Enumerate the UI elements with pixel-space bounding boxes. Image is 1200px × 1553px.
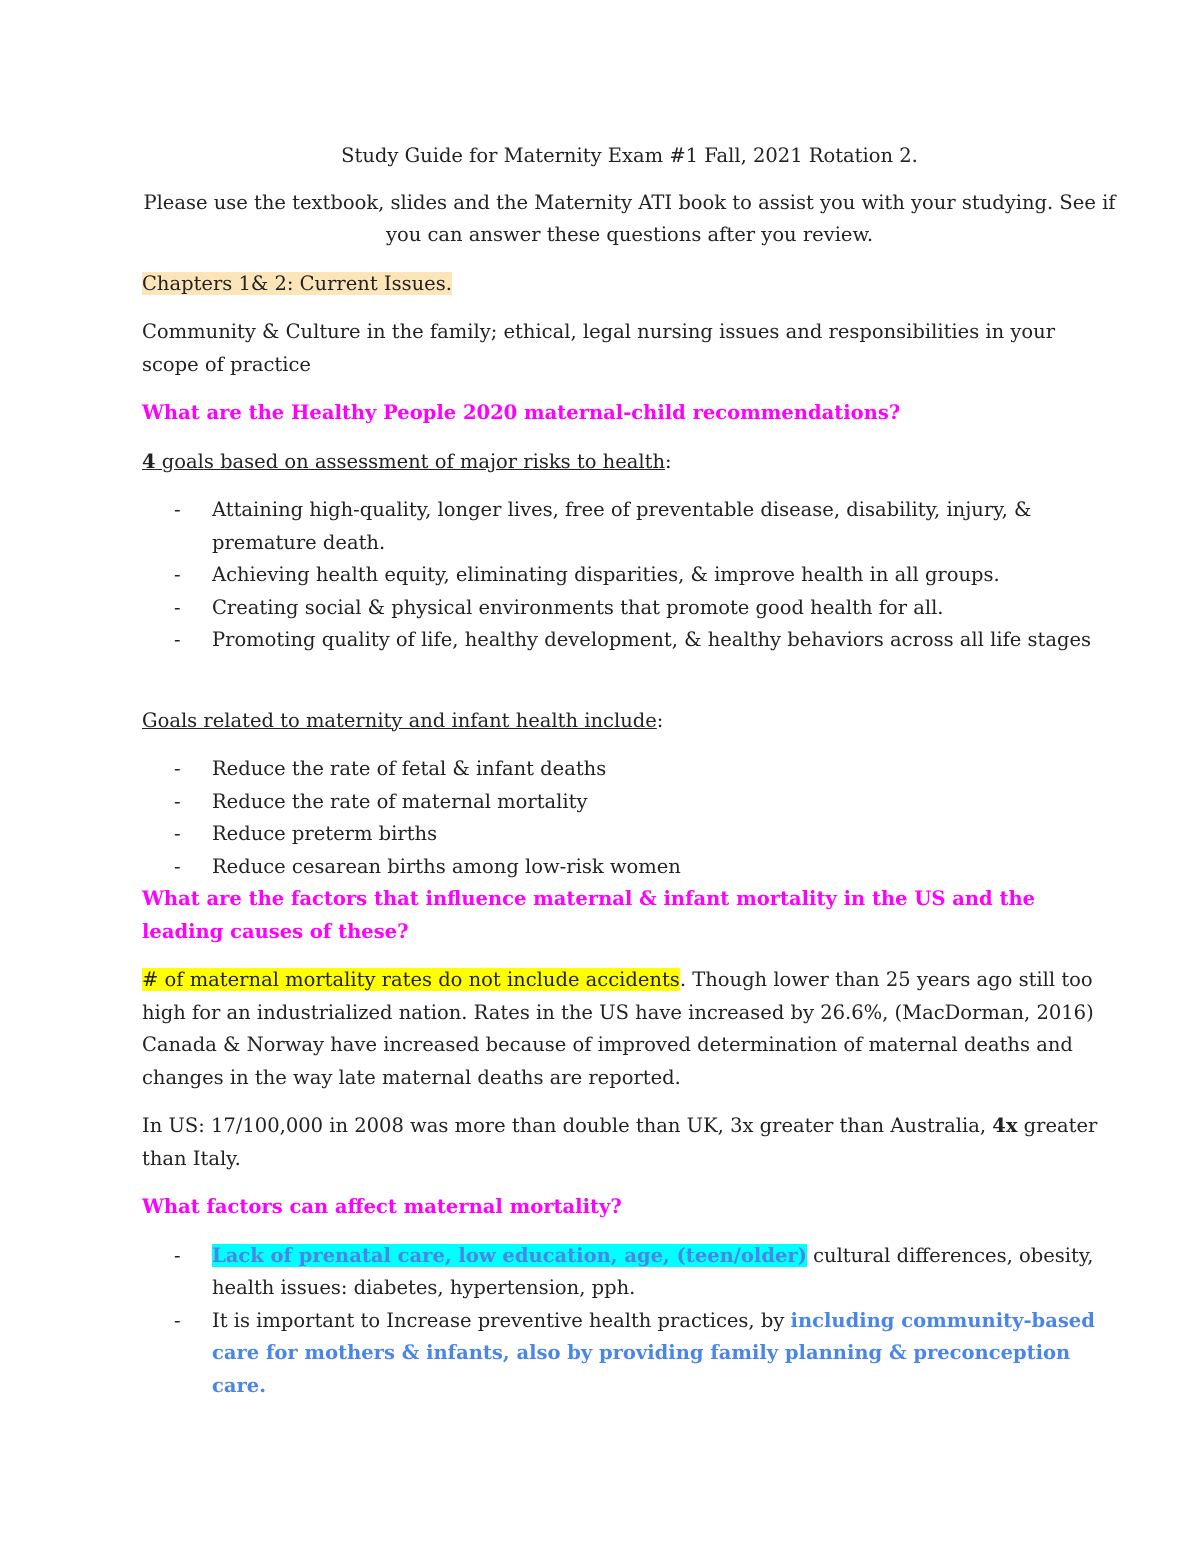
question-healthy-people: What are the Healthy People 2020 maternal-child recommendations? bbox=[142, 401, 901, 424]
list-item bbox=[142, 753, 1117, 786]
goal-text: Creating social & physical environments that promote good health for all. bbox=[212, 595, 944, 619]
list-item bbox=[142, 851, 1117, 884]
chapter-heading-text: Chapters 1& 2: Current Issues. bbox=[142, 271, 452, 295]
factors-highlight: Lack of prenatal care, low education, age, (teen/older) bbox=[212, 1243, 807, 1267]
page-title: Study Guide for Maternity Exam #1 Fall, 2021 Rotation 2. bbox=[341, 144, 918, 167]
dash-bullet: - bbox=[174, 498, 181, 521]
goal-text: Achieving health equity, eliminating disparities, & improve health in all groups. bbox=[212, 563, 1000, 586]
goals-list bbox=[142, 494, 1117, 657]
dash-bullet: - bbox=[174, 822, 181, 845]
maternity-goals-list bbox=[142, 753, 1117, 883]
preventive-start: It is important to Increase preventive health practices, by bbox=[212, 1308, 791, 1332]
us-stats-bold: 4x bbox=[992, 1114, 1018, 1137]
mortality-paragraph-rest: . Though lower than 25 years ago still too high for an industrialized nation. Rates in the US have increased by 26.6%, (MacDorman, 2016) Canada & Norway have increased because of improved determination of maternal deaths and changes in the way late maternal deaths are reported. bbox=[142, 968, 1094, 1089]
list-item bbox=[142, 1240, 1117, 1305]
goal-text: Attaining high-quality, longer lives, free of preventable disease, disability, injury, & premature death. bbox=[212, 498, 1032, 554]
question-mortality-factors: What are the factors that influence maternal & infant mortality in the US and the leading causes of these? bbox=[142, 887, 1036, 943]
dash-bullet: - bbox=[174, 628, 181, 651]
dash-bullet: - bbox=[174, 789, 181, 813]
dash-bullet: - bbox=[174, 595, 181, 619]
list-item bbox=[142, 1305, 1117, 1403]
dash-bullet: - bbox=[174, 563, 181, 586]
list-item bbox=[142, 624, 1117, 657]
mortality-highlight: # of maternal mortality rates do not include accidents bbox=[142, 968, 680, 991]
chapter-heading bbox=[142, 268, 1117, 301]
goals-number: 4 bbox=[142, 449, 156, 473]
factors-rest: cultural differences, obesity, health issues: diabetes, hypertension, pph. bbox=[212, 1243, 1094, 1299]
spacer bbox=[142, 657, 1117, 705]
dash-bullet: - bbox=[174, 1308, 181, 1332]
intro-text: Please use the textbook, slides and the Maternity ATI book to assist you with your studying. See if you can answer these questions after you review. bbox=[143, 190, 1116, 246]
list-item bbox=[142, 559, 1117, 592]
question-maternal-mortality: What factors can affect maternal mortality? bbox=[142, 1195, 622, 1218]
maternity-goal-text: Reduce preterm births bbox=[212, 822, 438, 845]
document-page bbox=[142, 140, 1117, 1402]
goals-label: goals based on assessment of major risks to health bbox=[155, 449, 666, 473]
us-stats-start: In US: 17/100,000 in 2008 was more than double than UK, 3x greater than Australia, bbox=[142, 1114, 993, 1137]
maternity-goal-text: Reduce the rate of fetal & infant deaths bbox=[212, 757, 607, 780]
maternity-goals-colon: : bbox=[656, 708, 664, 732]
goal-text: Promoting quality of life, healthy development, & healthy behaviors across all life stages bbox=[212, 628, 1092, 651]
dash-bullet: - bbox=[174, 757, 181, 780]
mortality-paragraph bbox=[142, 964, 1117, 1094]
list-item bbox=[142, 494, 1117, 559]
dash-bullet: - bbox=[174, 854, 181, 878]
maternal-factors-list bbox=[142, 1240, 1117, 1403]
list-item bbox=[142, 818, 1117, 851]
us-stats-end: greater than Italy. bbox=[142, 1114, 1098, 1170]
us-statistics-paragraph bbox=[142, 1110, 1117, 1175]
goals-heading bbox=[142, 446, 1117, 479]
dash-bullet: - bbox=[174, 1243, 181, 1267]
maternity-goal-text: Reduce the rate of maternal mortality bbox=[212, 789, 588, 813]
preventive-blue: including community-based care for mothers & infants, also by providing family planning & preconception care. bbox=[212, 1308, 1095, 1397]
goals-colon: : bbox=[665, 449, 672, 473]
list-item bbox=[142, 786, 1117, 819]
chapter-topic: Community & Culture in the family; ethical, legal nursing issues and responsibilities in your scope of practice bbox=[142, 320, 1056, 376]
goals-heading-underlined bbox=[142, 450, 665, 473]
maternity-goals-label: Goals related to maternity and infant health include bbox=[142, 708, 657, 732]
list-item bbox=[142, 592, 1117, 625]
maternity-goals-heading bbox=[142, 705, 1117, 738]
maternity-goal-text: Reduce cesarean births among low-risk women bbox=[212, 854, 681, 878]
